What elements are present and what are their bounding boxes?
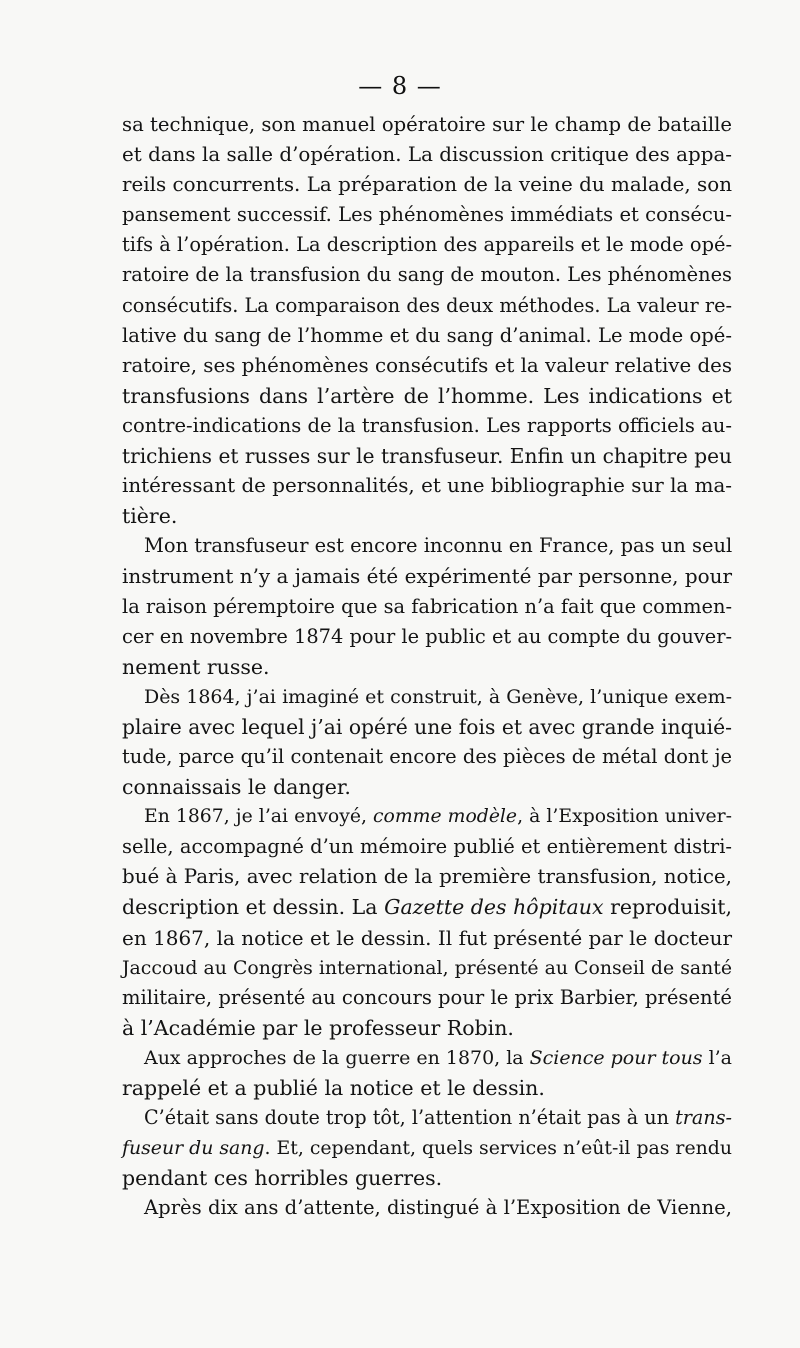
text-line: tière. xyxy=(122,504,178,529)
text-line: trichiens et russes sur le transfuseur. Enfin un chapitre peu xyxy=(122,444,732,469)
text-line: contre-indications de la transfusion. Les rapports officiels au- xyxy=(122,413,732,437)
italic-text: comme modèle xyxy=(373,806,518,828)
text-line: transfusions dans l’artère de l’homme. Les indications et xyxy=(122,383,732,408)
page-number: — 8 — xyxy=(358,72,442,100)
text-line: pendant ces horribles guerres. xyxy=(122,1166,443,1191)
text-line: Dès 1864, j’ai imaginé et construit, à Genève, l’unique exem- xyxy=(144,685,732,708)
text-segment: l’a xyxy=(702,1046,732,1069)
text-line: en 1867, la notice et le dessin. Il fut présenté par le docteur xyxy=(122,925,732,950)
italic-text: fuseur du sang xyxy=(122,1137,265,1160)
body-text xyxy=(122,110,732,1223)
text-line: tifs à l’opération. La description des appareils et le mode opé- xyxy=(122,233,732,257)
text-segment: C’était sans doute trop tôt, l’attention n’était pas à un xyxy=(144,1106,676,1130)
text-line: intéressant de personnalités, et une bibliographie sur la ma- xyxy=(122,474,732,498)
text-line: lative du sang de l’homme et du sang d’animal. Le mode opé- xyxy=(122,323,732,347)
text-segment: reproduisit, xyxy=(603,895,732,920)
text-line: consécutifs. La comparaison des deux méthodes. La valeur re- xyxy=(122,293,732,317)
text-line: à l’Académie par le professeur Robin. xyxy=(122,1015,514,1040)
text-line: nement russe. xyxy=(122,654,270,679)
text-line: instrument n’y a jamais été expérimenté par personne, pour xyxy=(122,564,732,589)
text-line: tude, parce qu’il contenait encore des pièces de métal dont je xyxy=(122,744,732,768)
text-line: Après dix ans d’attente, distingué à l’Exposition de Vienne, xyxy=(144,1196,732,1220)
text-line: sa technique, son manuel opératoire sur le champ de bataille xyxy=(122,113,732,136)
text-line: et dans la salle d’opération. La discussion critique des appa- xyxy=(122,143,732,167)
text-line: selle, accompagné d’un mémoire publié et entièrement distri- xyxy=(122,835,732,859)
text-line: cer en novembre 1874 pour le public et au compte du gouver- xyxy=(122,624,732,648)
text-segment: , à l’Exposition univer- xyxy=(517,806,732,828)
italic-text: Gazette des hôpitaux xyxy=(384,895,604,920)
text-line xyxy=(122,1103,732,1133)
text-line: ratoire de la transfusion du sang de mouton. Les phénomènes xyxy=(122,263,732,287)
text-segment: En 1867, je l’ai envoyé, xyxy=(144,806,374,828)
text-line xyxy=(122,892,732,922)
text-line: reils concurrents. La préparation de la veine du malade, son xyxy=(122,173,732,197)
text-line: ratoire, ses phénomènes consécutifs et la valeur relative des xyxy=(122,353,733,377)
text-line xyxy=(122,1043,732,1073)
text-line xyxy=(122,802,732,832)
italic-text: Science pour tous xyxy=(529,1046,703,1069)
text-line: Mon transfuseur est encore inconnu en France, pas un seul xyxy=(144,534,733,558)
italic-text: trans- xyxy=(675,1106,732,1130)
text-segment: Aux approches de la guerre en 1870, la xyxy=(144,1046,530,1069)
text-line: bué à Paris, avec relation de la première transfusion, notice, xyxy=(122,865,732,889)
text-line: rappelé et a publié la notice et le dessin. xyxy=(122,1076,545,1100)
text-segment: . Et, cependant, quels services n’eût-il pas rendu xyxy=(264,1137,732,1160)
text-line: Jaccoud au Congrès international, présenté au Conseil de santé xyxy=(122,956,732,979)
text-line: pansement successif. Les phénomènes immédiats et consécu- xyxy=(122,203,732,227)
text-line: militaire, présenté au concours pour le prix Barbier, présenté xyxy=(122,985,732,1009)
text-line: connaissais le danger. xyxy=(122,775,351,800)
text-segment: description et dessin. La xyxy=(122,895,385,920)
text-line: la raison péremptoire que sa fabrication n’a fait que commen- xyxy=(122,594,732,618)
text-line: plaire avec lequel j’ai opéré une fois et avec grande inquié- xyxy=(122,714,732,739)
text-line xyxy=(122,1133,732,1163)
